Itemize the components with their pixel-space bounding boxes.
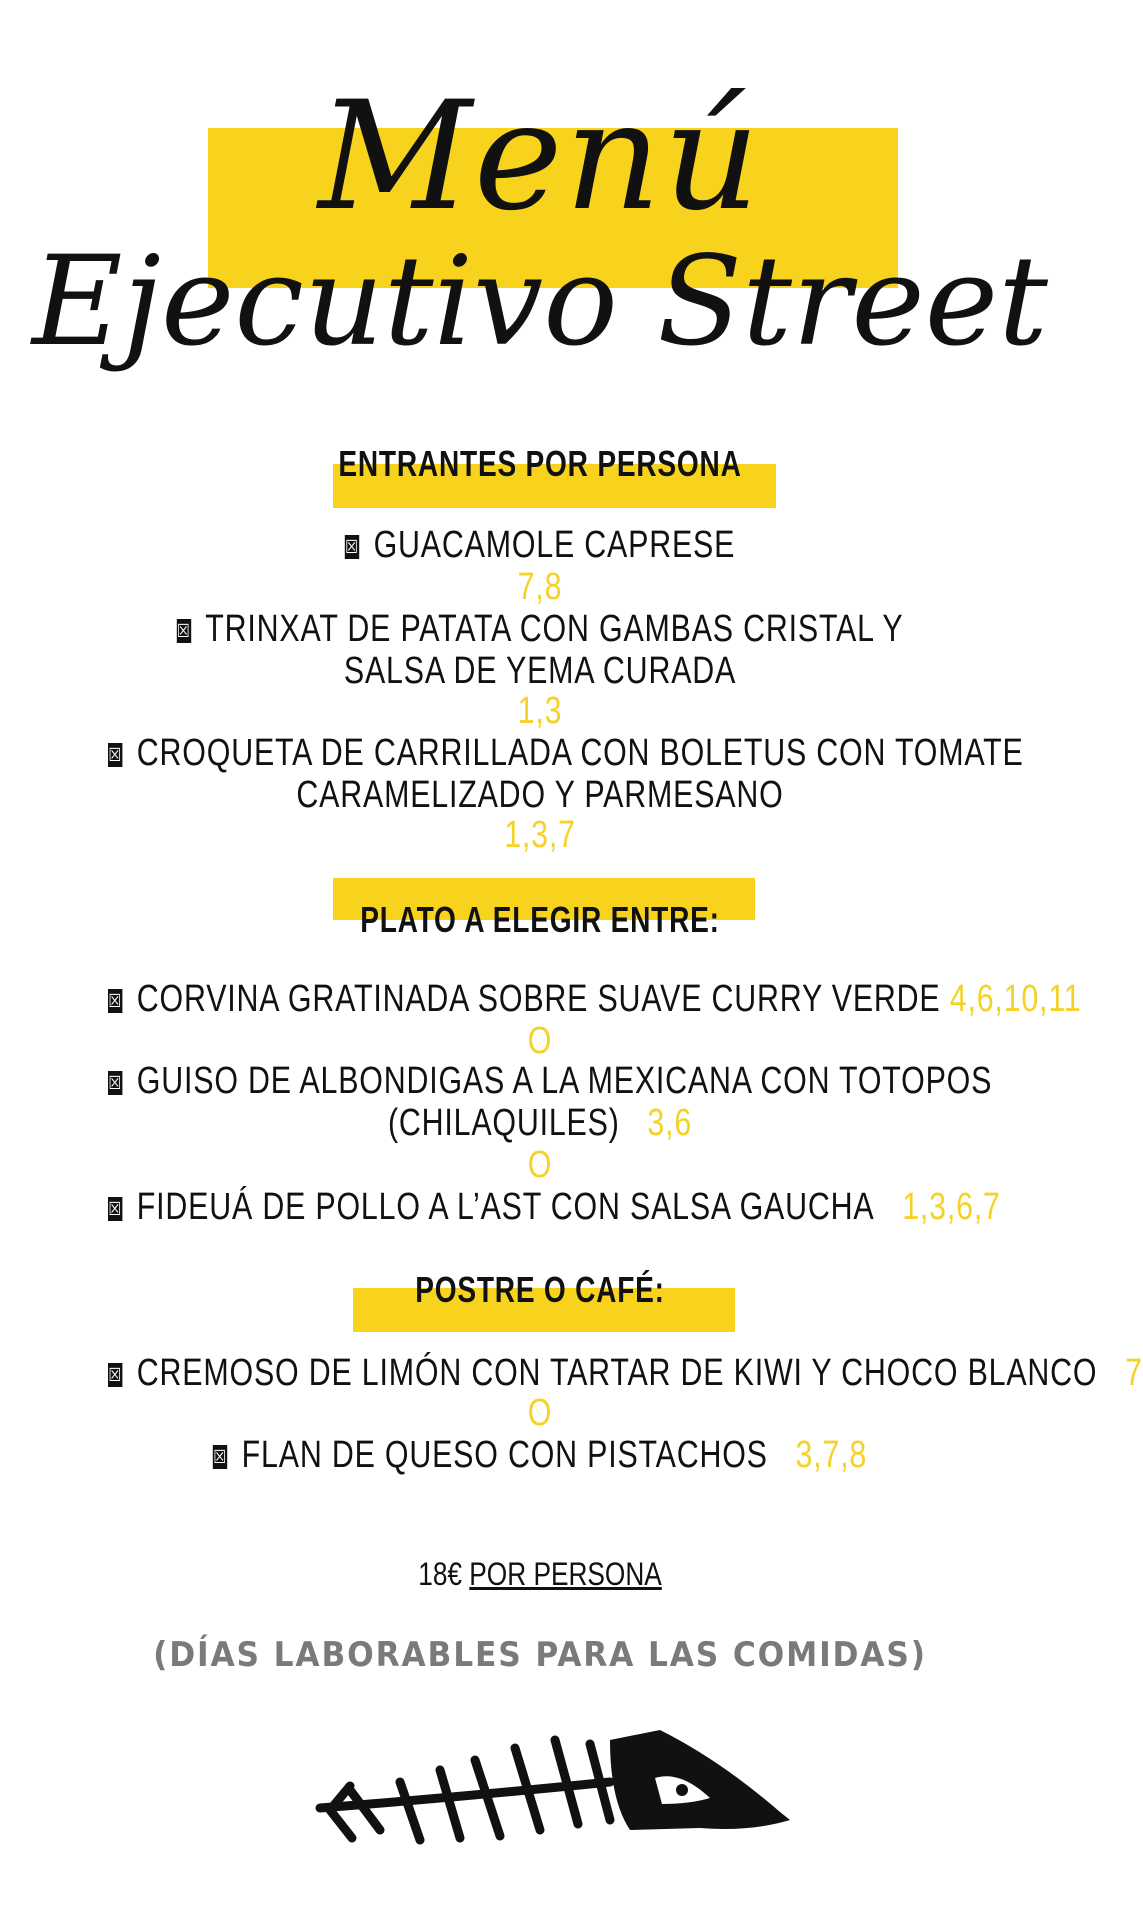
menu-item: ☒ FIDEUÁ DE POLLO A L’AST CON SALSA GAUCHA 1,3,6,7 (108, 1186, 1001, 1228)
menu-item-continued: CARAMELIZADO Y PARMESANO (296, 774, 784, 816)
checkbox-icon: ☒ (213, 1447, 227, 1467)
menu-item: ☒ TRINXAT DE PATATA CON GAMBAS CRISTAL Y (176, 608, 904, 650)
menu-item: ☒ GUACAMOLE CAPRESE (345, 524, 736, 566)
allergen-list: 1,3,6,7 (902, 1186, 1001, 1228)
menu-title: Menú (318, 70, 762, 244)
fish-skeleton-icon (310, 1720, 810, 1860)
allergen-list: 1,3 (517, 690, 563, 732)
checkbox-icon: ☒ (345, 537, 359, 557)
checkbox-icon: ☒ (108, 1365, 123, 1385)
availability-note: (DÍAS LABORABLES PARA LAS COMIDAS) (153, 1635, 927, 1675)
section-header-postre: POSTRE O CAFÉ: (415, 1269, 665, 1310)
menu-item: ☒ CORVINA GRATINADA SOBRE SUAVE CURRY VERDE 4,6,10,11 (108, 978, 1082, 1020)
checkbox-icon: ☒ (108, 991, 123, 1011)
menu-item-continued: (CHILAQUILES) 3,6 (387, 1102, 693, 1144)
allergen-list: 4,6,10,11 (949, 978, 1082, 1020)
menu-item: ☒ CROQUETA DE CARRILLADA CON BOLETUS CON TOMATE (108, 732, 1024, 774)
price-suffix: POR PERSONA (469, 1556, 662, 1592)
checkbox-icon: ☒ (108, 1073, 123, 1093)
section-header-plato: PLATO A ELEGIR ENTRE: (360, 899, 720, 940)
or-separator: O (527, 1144, 553, 1186)
menu-item: ☒ CREMOSO DE LIMÓN CON TARTAR DE KIWI Y CHOCO BLANCO 7 (108, 1352, 1143, 1394)
checkbox-icon: ☒ (176, 621, 191, 641)
allergen-list: 7 (1125, 1352, 1143, 1394)
menu-item: ☒ FLAN DE QUESO CON PISTACHOS 3,7,8 (213, 1434, 868, 1476)
or-separator: O (527, 1020, 553, 1062)
checkbox-icon: ☒ (108, 1199, 123, 1219)
allergen-list: 3,6 (647, 1102, 693, 1144)
price-amount: 18€ (418, 1556, 463, 1592)
or-separator: O (527, 1392, 553, 1434)
checkbox-icon: ☒ (108, 745, 123, 765)
allergen-list: 7,8 (517, 566, 563, 608)
allergen-list: 3,7,8 (795, 1434, 868, 1476)
allergen-list: 1,3,7 (504, 814, 576, 856)
section-header-entrantes: ENTRANTES POR PERSONA (338, 443, 742, 484)
menu-item: ☒ GUISO DE ALBONDIGAS A LA MEXICANA CON TOTOPOS (108, 1060, 993, 1102)
menu-subtitle: Ejecutivo Street (32, 230, 1048, 374)
menu-item-continued: SALSA DE YEMA CURADA (343, 650, 737, 692)
price-line (97, 1554, 983, 1594)
